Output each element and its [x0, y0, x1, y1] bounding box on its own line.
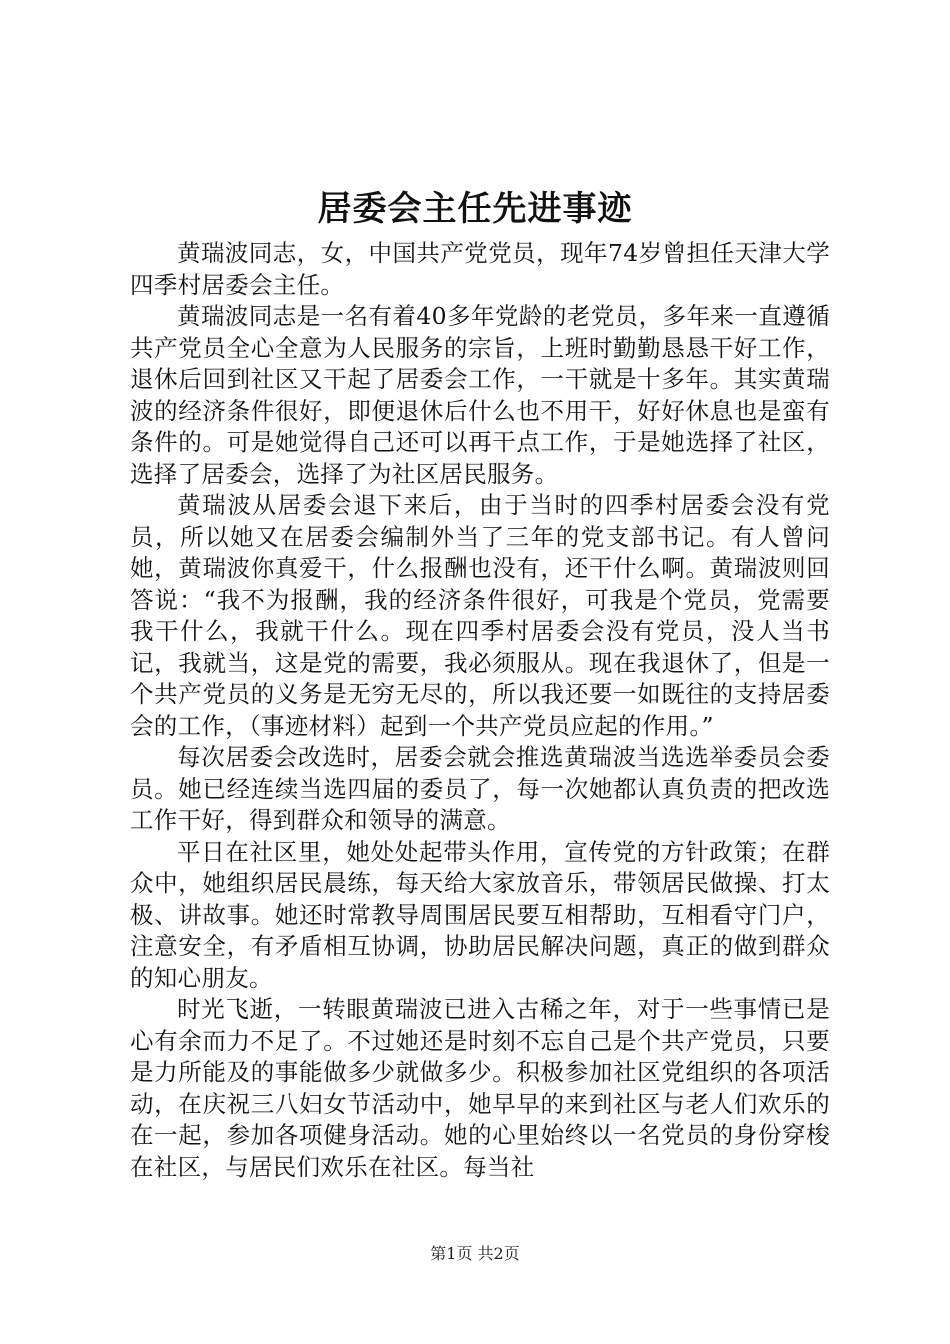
document-title: 居委会主任先进事迹 [317, 189, 633, 229]
page-footer: 第1页 共2页 [430, 1244, 520, 1263]
document-body [130, 238, 830, 1183]
paragraph: 每次居委会改选时，居委会就会推选黄瑞波当选选举委员会委员。她已经连续当选四届的委员了，每一次她都认真负责的把改选工作干好，得到群众和领导的满意。 [130, 743, 830, 834]
paragraph: 时光飞逝，一转眼黄瑞波已进入古稀之年，对于一些事情已是心有余而力不足了。不过她还是时刻不忘自己是个共产党员，只要是力所能及的事能做多少就做多少。积极参加社区党组织的各项活动，在庆祝三八妇女节活动中，她早早的来到社区与老人们欢乐的在一起，参加各项健身活动。她的心里始终以一名党员的身份穿梭在社区，与居民们欢乐在社区。每当社 [130, 995, 830, 1181]
paragraph: 黄瑞波从居委会退下来后，由于当时的四季村居委会没有党员，所以她又在居委会编制外当了三年的党支部书记。有人曾问她，黄瑞波你真爱干，什么报酬也没有，还干什么啊。黄瑞波则回答说：“我不为报酬，我的经济条件很好，可我是个党员，党需要我干什么，我就干什么。现在四季村居委会没有党员，没人当书记，我就当，这是党的需要，我必须服从。现在我退休了，但是一个共产党员的义务是无穷无尽的，所以我还要一如既往的支持居委会的工作，（事迹材料）起到一个共产党员应起的作用。” [130, 491, 830, 740]
paragraph: 黄瑞波同志是一名有着40多年党龄的老党员，多年来一直遵循共产党员全心全意为人民服务的宗旨，上班时勤勤恳恳干好工作，退休后回到社区又干起了居委会工作，一干就是十多年。其实黄瑞波的经济条件很好，即便退休后什么也不用干，好好休息也是蛮有条件的。可是她觉得自己还可以再干点工作，于是她选择了社区，选择了居委会，选择了为社区居民服务。 [130, 302, 830, 488]
paragraph: 黄瑞波同志，女，中国共产党党员，现年74岁曾担任天津大学四季村居委会主任。 [130, 239, 830, 299]
paragraph: 平日在社区里，她处处起带头作用，宣传党的方针政策；在群众中，她组织居民晨练，每天给大家放音乐，带领居民做操、打太极、讲故事。她还时常教导周围居民要互相帮助，互相看守门户，注意安全，有矛盾相互协调，协助居民解决问题，真正的做到群众的知心朋友。 [130, 837, 830, 992]
